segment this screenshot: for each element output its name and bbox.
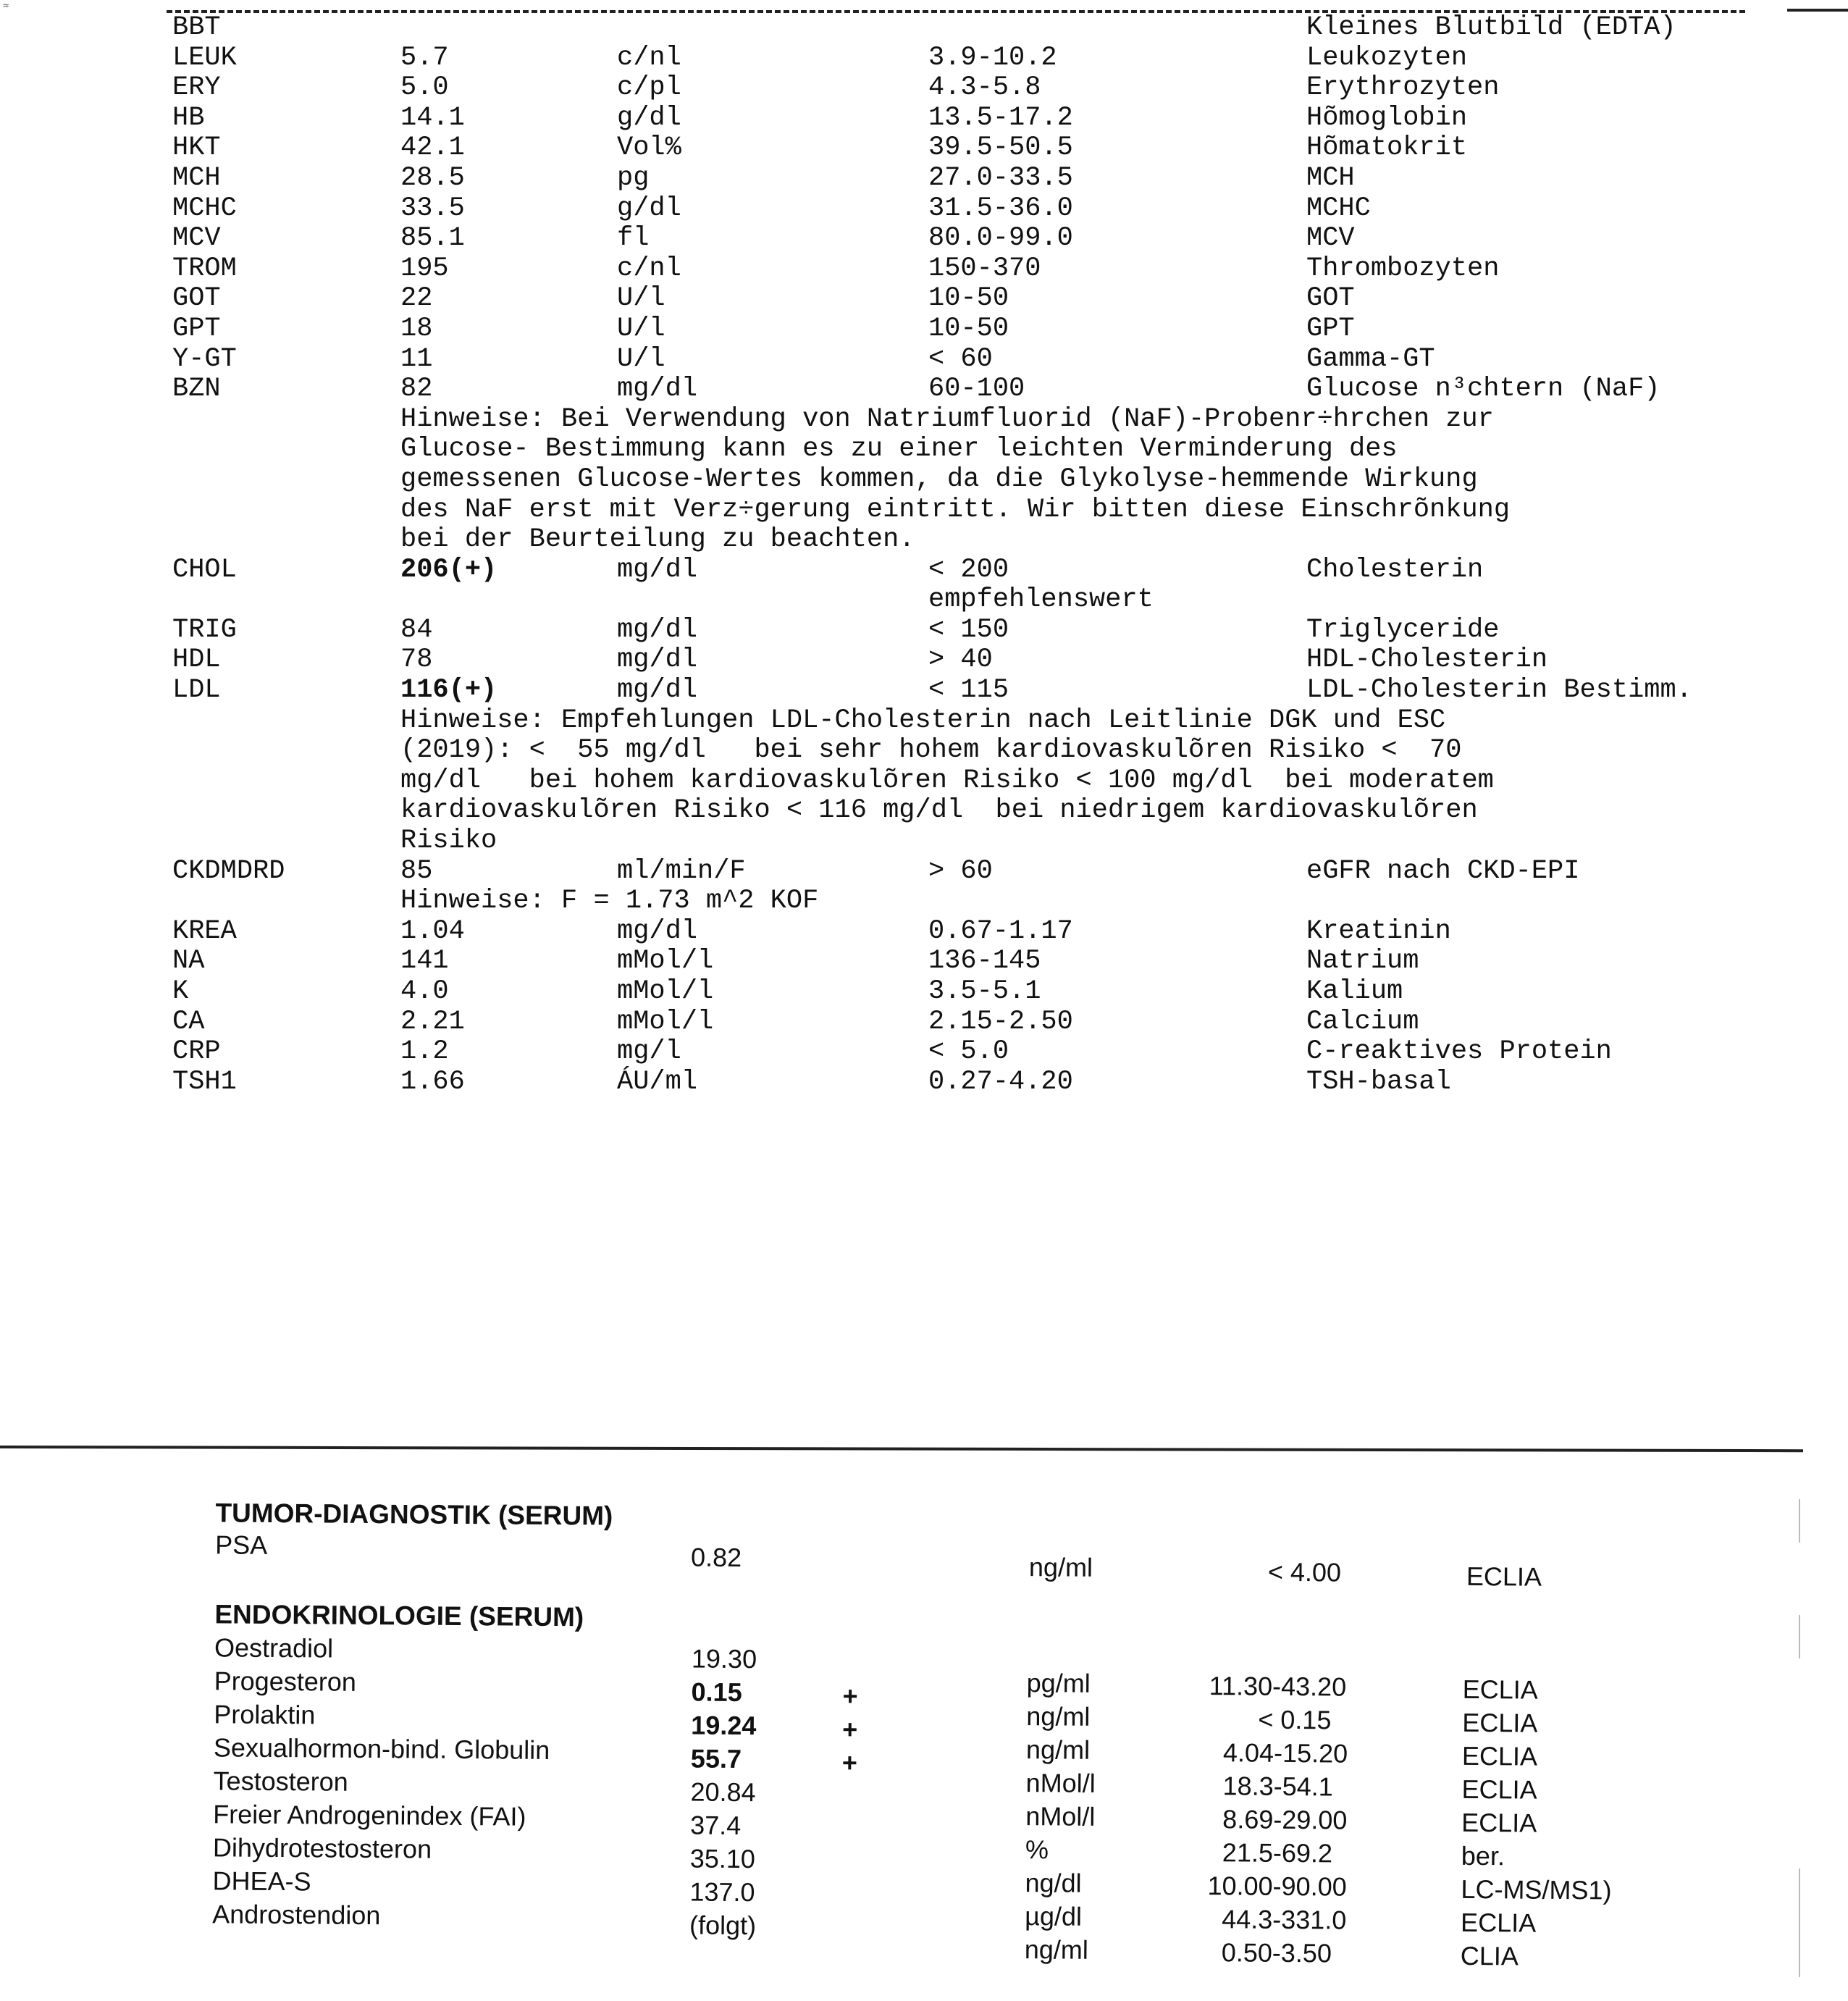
test-unit: ng/ml <box>1026 1701 1091 1732</box>
test-value: 19.30 <box>691 1643 757 1674</box>
test-description: Triglyceride <box>1306 614 1500 645</box>
test-value-flagged: 19.24 <box>691 1710 757 1741</box>
test-reference: < 4.00 <box>1267 1556 1342 1587</box>
test-method: ECLIA <box>1460 1907 1537 1938</box>
test-unit: nMol/l <box>1025 1801 1096 1832</box>
table-row <box>0 43 1848 74</box>
test-code: GOT <box>172 283 221 314</box>
test-unit: c/nl <box>617 253 681 284</box>
test-unit: % <box>1025 1834 1049 1865</box>
table-row <box>0 1037 1848 1067</box>
test-value-flagged: 206(+) <box>400 554 497 585</box>
test-description: Calcium <box>1306 1006 1419 1037</box>
test-name: Sexualhormon-bind. Globulin <box>213 1732 550 1765</box>
section-code: BBT <box>172 12 221 43</box>
test-value: 2.21 <box>400 1006 465 1037</box>
test-code: TRIG <box>172 614 237 645</box>
table-row <box>0 224 1848 254</box>
test-name: DHEA-S <box>212 1866 311 1897</box>
test-code: TSH1 <box>172 1066 237 1097</box>
test-value: 5.7 <box>400 42 449 73</box>
table-row <box>0 645 1848 676</box>
test-unit: U/l <box>617 283 665 314</box>
test-description: Gamma-GT <box>1306 343 1435 374</box>
test-code: Y-GT <box>172 343 237 374</box>
test-code: KREA <box>172 915 237 947</box>
test-value: 20.84 <box>690 1776 756 1808</box>
test-unit: mg/dl <box>617 614 698 645</box>
test-reference: < 115 <box>928 675 1009 706</box>
test-value: 1.66 <box>400 1066 465 1097</box>
test-value: 5.0 <box>400 72 449 104</box>
test-value: (folgt) <box>689 1910 757 1941</box>
test-method: ECLIA <box>1461 1774 1537 1805</box>
test-code: MCH <box>172 162 221 193</box>
lab-results-table <box>0 13 1848 1097</box>
test-reference-note: empfehlenswert <box>928 584 1154 616</box>
table-row <box>0 857 1848 887</box>
test-description: GOT <box>1306 283 1355 314</box>
test-value: 82 <box>400 374 433 405</box>
high-flag: + <box>842 1714 858 1745</box>
test-reference: 44.3-331.0 <box>1222 1904 1347 1935</box>
test-reference: 10-50 <box>928 313 1009 344</box>
test-value: 22 <box>400 283 433 314</box>
test-description: MCV <box>1306 223 1355 254</box>
test-unit: U/l <box>617 343 665 374</box>
test-name: Freier Androgenindex (FAI) <box>213 1799 526 1832</box>
table-row <box>0 374 1848 405</box>
serum-results-table <box>0 1470 1848 1971</box>
test-value: 28.5 <box>400 162 465 193</box>
test-reference: 80.0-99.0 <box>928 223 1073 254</box>
endo-heading: ENDOKRINOLOGIE (SERUM) <box>214 1599 584 1632</box>
test-unit: µg/dl <box>1025 1901 1083 1931</box>
test-reference: 10.00-90.00 <box>1207 1871 1347 1902</box>
test-unit: c/nl <box>617 42 681 73</box>
test-value: 141 <box>400 946 449 977</box>
test-value: 37.4 <box>690 1810 742 1841</box>
test-value-flagged: 55.7 <box>690 1743 742 1774</box>
test-name: Oestradiol <box>214 1632 334 1664</box>
table-row <box>0 254 1848 285</box>
test-unit: U/l <box>617 313 665 344</box>
test-code: MCV <box>172 223 221 254</box>
test-reference: 3.5-5.1 <box>928 976 1041 1007</box>
table-row <box>0 585 1848 616</box>
test-unit: ng/ml <box>1024 1934 1089 1965</box>
test-code: NA <box>172 946 205 977</box>
table-row <box>0 345 1848 375</box>
test-description: Natrium <box>1306 946 1419 977</box>
test-description: MCHC <box>1306 193 1371 224</box>
test-reference: 0.50-3.50 <box>1221 1937 1332 1968</box>
scan-speck <box>1799 1499 1800 1543</box>
test-description: Kreatinin <box>1306 915 1451 947</box>
test-description: eGFR nach CKD-EPI <box>1306 855 1580 886</box>
test-reference: 0.67-1.17 <box>928 915 1073 947</box>
test-reference: 136-145 <box>928 946 1041 977</box>
test-value: 195 <box>400 253 449 284</box>
test-code: BZN <box>172 374 221 405</box>
section-divider <box>0 1446 1803 1452</box>
test-reference: < 200 <box>928 554 1009 585</box>
test-code: GPT <box>172 313 221 344</box>
high-flag: + <box>842 1681 858 1711</box>
note-line: mg/dl bei hohem kardiovaskulõren Risiko < 100 mg/dl bei moderatem <box>400 765 1494 796</box>
test-value-flagged: 0.15 <box>691 1677 742 1708</box>
test-reference: 39.5-50.5 <box>928 133 1073 164</box>
test-reference: 8.69-29.00 <box>1222 1804 1348 1835</box>
test-unit: mg/dl <box>617 915 698 947</box>
test-code: CA <box>172 1006 205 1037</box>
test-value: 4.0 <box>400 976 449 1007</box>
test-reference: 3.9-10.2 <box>928 42 1057 73</box>
test-method: ECLIA <box>1466 1561 1542 1592</box>
test-value: 11 <box>400 343 433 374</box>
scan-mark: ≈ <box>3 0 9 12</box>
test-description: Glucose n³chtern (NaF) <box>1306 374 1660 405</box>
test-value: 14.1 <box>400 102 465 133</box>
test-description: Leukozyten <box>1306 42 1468 73</box>
test-name: PSA <box>215 1530 268 1560</box>
test-value: 35.10 <box>689 1843 756 1874</box>
test-description: MCH <box>1306 162 1355 193</box>
test-code: CKDMDRD <box>172 855 285 886</box>
note-line: Glucose- Bestimmung kann es zu einer leichten Verminderung des <box>400 434 1398 465</box>
test-unit: g/dl <box>617 102 681 133</box>
test-description: Thrombozyten <box>1306 253 1500 284</box>
test-value: 137.0 <box>689 1876 755 1908</box>
test-description: LDL-Cholesterin Bestimm. <box>1306 675 1692 706</box>
test-reference: 4.3-5.8 <box>928 72 1041 104</box>
test-code: HB <box>172 102 205 133</box>
note-line: kardiovaskulõren Risiko < 116 mg/dl bei niedrigem kardiovaskulõren <box>400 795 1478 826</box>
note-line: bei der Beurteilung zu beachten. <box>400 524 915 555</box>
test-code: LDL <box>172 675 221 706</box>
test-reference: 11.30-43.20 <box>1209 1671 1347 1702</box>
test-unit: mMol/l <box>617 1006 714 1037</box>
test-description: C-reaktives Protein <box>1306 1036 1612 1067</box>
test-unit: ng/dl <box>1025 1868 1082 1898</box>
test-unit: ml/min/F <box>617 855 746 886</box>
note-line: gemessenen Glucose-Wertes kommen, da die Glykolyse-hemmende Wirkung <box>400 463 1478 495</box>
test-method: ber. <box>1461 1840 1505 1871</box>
test-method: LC-MS/MS1) <box>1461 1874 1612 1905</box>
test-reference: 13.5-17.2 <box>928 102 1073 133</box>
test-reference: 4.04-15.20 <box>1222 1737 1348 1769</box>
test-value: 84 <box>400 614 433 645</box>
table-row <box>0 73 1848 104</box>
note-line: (2019): < 55 mg/dl bei sehr hohem kardiovaskulõren Risiko < 70 <box>400 735 1462 766</box>
scan-speck <box>1799 1868 1800 1977</box>
test-reference: 2.15-2.50 <box>928 1006 1073 1037</box>
table-row <box>0 616 1848 646</box>
test-reference: 0.27-4.20 <box>928 1066 1073 1097</box>
note-line: Hinweise: Bei Verwendung von Natriumfluorid (NaF)-Probenr÷hrchen zur <box>400 403 1494 435</box>
test-description: Hõmoglobin <box>1306 102 1468 133</box>
test-unit: pg <box>617 162 650 193</box>
ckd-note: Hinweise: F = 1.73 m^2 KOF <box>400 886 819 917</box>
test-reference: 31.5-36.0 <box>928 193 1073 224</box>
test-unit: nMol/l <box>1025 1768 1096 1798</box>
test-reference: 10-50 <box>928 283 1009 314</box>
test-value: 42.1 <box>400 133 465 164</box>
test-unit: ÁU/ml <box>617 1066 698 1097</box>
table-row <box>0 314 1848 345</box>
test-name: Dihydrotestosteron <box>212 1832 432 1864</box>
test-value-flagged: 116(+) <box>400 675 497 706</box>
table-row <box>0 284 1848 314</box>
test-description: Hõmatokrit <box>1306 133 1468 164</box>
table-row <box>0 1067 1848 1098</box>
test-reference: 60-100 <box>928 374 1025 405</box>
glucose-note <box>0 405 1848 555</box>
test-unit: mg/dl <box>617 675 698 706</box>
test-description: Cholesterin <box>1306 554 1484 585</box>
high-flag: + <box>841 1748 858 1778</box>
test-reference: < 0.15 <box>1258 1704 1332 1735</box>
test-reference: < 5.0 <box>928 1036 1009 1067</box>
table-row <box>0 977 1848 1007</box>
test-description: GPT <box>1306 313 1355 344</box>
test-unit: Vol% <box>617 133 681 164</box>
test-unit: fl <box>617 223 650 254</box>
test-value: 18 <box>400 313 433 344</box>
table-row <box>0 555 1848 586</box>
scan-speck <box>1799 1615 1800 1658</box>
table-row <box>0 1007 1848 1038</box>
test-description: Kalium <box>1306 976 1403 1007</box>
test-value: 33.5 <box>400 193 465 224</box>
test-unit: mg/l <box>617 1036 681 1067</box>
test-description: TSH-basal <box>1306 1066 1451 1097</box>
note-line: Hinweise: Empfehlungen LDL-Cholesterin nach Leitlinie DGK und ESC <box>400 705 1446 736</box>
test-reference: 27.0-33.5 <box>928 162 1073 193</box>
test-name: Progesteron <box>214 1666 357 1697</box>
test-value: 85.1 <box>400 223 465 254</box>
table-row <box>0 164 1848 194</box>
test-name: Androstendion <box>212 1899 381 1931</box>
test-unit: mg/dl <box>617 554 698 585</box>
test-name: Testosteron <box>213 1766 348 1797</box>
test-method: CLIA <box>1460 1940 1519 1971</box>
test-reference: 150-370 <box>928 253 1041 284</box>
test-description: Erythrozyten <box>1306 72 1500 104</box>
note-line: des NaF erst mit Verz÷gerung eintritt. Wir bitten diese Einschrõnkung <box>400 494 1511 525</box>
test-unit: g/dl <box>617 193 681 224</box>
test-method: ECLIA <box>1462 1707 1538 1738</box>
test-reference: > 60 <box>928 855 993 886</box>
table-row <box>0 194 1848 225</box>
test-unit: ng/ml <box>1028 1552 1093 1582</box>
test-code: HDL <box>172 645 221 676</box>
test-unit: mg/dl <box>617 645 698 676</box>
test-name: Prolaktin <box>214 1699 316 1730</box>
table-row <box>0 133 1848 164</box>
test-unit: c/pl <box>617 72 681 104</box>
test-code: CHOL <box>172 554 237 585</box>
test-unit: mMol/l <box>617 976 714 1007</box>
table-row <box>0 917 1848 947</box>
test-unit: pg/ml <box>1026 1668 1091 1698</box>
test-unit: ng/ml <box>1025 1734 1091 1765</box>
test-reference: 21.5-69.2 <box>1222 1837 1333 1868</box>
test-code: HKT <box>172 133 221 164</box>
tumor-heading: TUMOR-DIAGNOSTIK (SERUM) <box>215 1498 613 1531</box>
test-code: LEUK <box>172 42 237 73</box>
test-reference: < 150 <box>928 614 1009 645</box>
test-value: 0.82 <box>690 1542 742 1573</box>
table-header-row <box>0 13 1848 43</box>
test-method: ECLIA <box>1461 1807 1537 1838</box>
top-right-rule <box>1787 9 1848 12</box>
test-code: CRP <box>172 1036 221 1067</box>
test-method: ECLIA <box>1462 1674 1538 1705</box>
test-unit: mMol/l <box>617 946 714 977</box>
table-row <box>0 676 1848 706</box>
test-value: 1.2 <box>400 1036 449 1067</box>
test-reference: > 40 <box>928 645 993 676</box>
test-reference: 18.3-54.1 <box>1222 1771 1333 1802</box>
test-code: TROM <box>172 253 237 284</box>
section-title: Kleines Blutbild (EDTA) <box>1306 12 1676 43</box>
test-method: ECLIA <box>1461 1740 1538 1771</box>
test-unit: mg/dl <box>617 374 698 405</box>
test-code: K <box>172 976 189 1007</box>
note-line: Risiko <box>400 826 497 857</box>
test-reference: < 60 <box>928 343 993 374</box>
table-row <box>0 104 1848 134</box>
test-value: 1.04 <box>400 915 465 947</box>
test-value: 85 <box>400 855 433 886</box>
test-code: ERY <box>172 72 221 104</box>
test-value: 78 <box>400 645 433 676</box>
ldl-note <box>0 706 1848 857</box>
test-code: MCHC <box>172 193 237 224</box>
table-row <box>0 947 1848 977</box>
test-description: HDL-Cholesterin <box>1306 645 1548 676</box>
